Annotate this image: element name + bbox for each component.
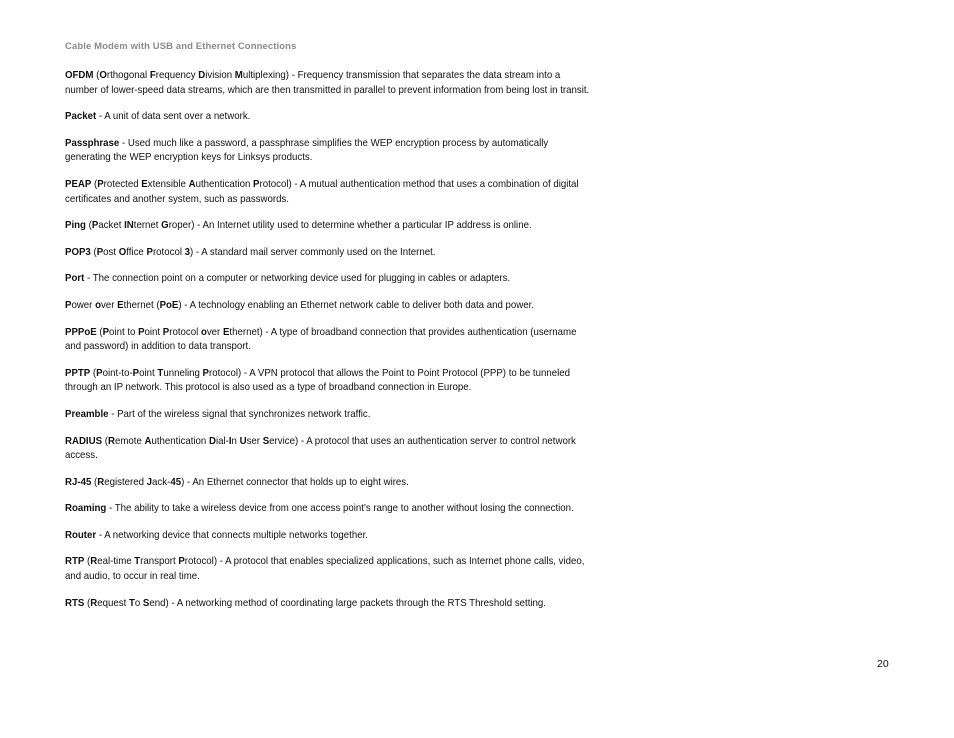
glossary-entry bbox=[65, 476, 590, 491]
definition-text: rotocol bbox=[152, 246, 185, 258]
term-bold-text: RADIUS bbox=[65, 435, 103, 447]
glossary-list bbox=[65, 69, 590, 623]
definition-text: ervice) - A protocol that uses an authentication server to control network access. bbox=[65, 435, 576, 462]
glossary-entry bbox=[65, 367, 590, 396]
term-bold-text: RTP bbox=[65, 556, 85, 568]
definition-text: oint bbox=[139, 367, 158, 379]
definition-text: unneling bbox=[163, 367, 203, 379]
term-bold-text: E bbox=[222, 326, 230, 338]
definition-text: ransport bbox=[140, 556, 179, 568]
term-bold-text: P bbox=[65, 299, 72, 311]
definition-text: oint bbox=[144, 326, 163, 338]
term-bold-text: T bbox=[128, 597, 135, 609]
definition-text: ) - An Ethernet connector that holds up to eight wires. bbox=[181, 476, 409, 488]
glossary-entry bbox=[65, 529, 590, 544]
definition-text: ternet bbox=[133, 220, 162, 232]
definition-text: o bbox=[134, 597, 143, 609]
definition-text: ser bbox=[246, 435, 263, 447]
term-bold-text: P bbox=[132, 367, 140, 379]
term-bold-text: OFDM bbox=[65, 70, 94, 81]
term-bold-text: P bbox=[146, 246, 153, 258]
term-bold-text: E bbox=[141, 178, 148, 190]
term-bold-text: Port bbox=[65, 273, 85, 285]
term-bold-text: P bbox=[96, 246, 104, 258]
page-number: 20 bbox=[877, 658, 889, 670]
definition-text: ( bbox=[90, 246, 97, 258]
term-bold-text: U bbox=[239, 435, 247, 447]
definition-text: rotected bbox=[103, 178, 142, 190]
term-bold-text: I bbox=[228, 435, 232, 447]
term-bold-text: D bbox=[208, 435, 216, 447]
term-bold-text: P bbox=[202, 367, 210, 379]
definition-text: ultiplexing) - Frequency transmission that separates the data stream into a number of lower-speed data streams, which are then transmitted in parallel to prevent information from being lost in transit. bbox=[65, 70, 590, 96]
term-bold-text: O bbox=[99, 70, 107, 81]
term-bold-text: P bbox=[97, 178, 104, 190]
term-bold-text: 45 bbox=[170, 476, 182, 488]
definition-text: - A networking device that connects multiple networks together. bbox=[96, 529, 368, 541]
definition-text: ver bbox=[101, 299, 118, 311]
definition-text: ack- bbox=[152, 476, 171, 488]
term-bold-text: P bbox=[91, 220, 99, 232]
term-bold-text: RTS bbox=[65, 597, 85, 609]
definition-text: - The ability to take a wireless device from one access point's range to another without losing the connection. bbox=[106, 503, 574, 515]
term-bold-text: A bbox=[144, 435, 152, 447]
glossary-entry bbox=[65, 272, 590, 287]
term-bold-text: J bbox=[146, 476, 153, 488]
definition-text: ivision bbox=[205, 70, 235, 81]
definition-text: oint to bbox=[109, 326, 139, 338]
definition-text: requency bbox=[155, 70, 199, 81]
term-bold-text: Roaming bbox=[65, 503, 107, 515]
definition-text: uthentication bbox=[195, 178, 254, 190]
term-bold-text: POP3 bbox=[65, 246, 91, 258]
term-bold-text: T bbox=[134, 556, 141, 568]
definition-text: acket bbox=[98, 220, 125, 232]
term-bold-text: T bbox=[157, 367, 164, 379]
term-bold-text: RJ-45 bbox=[65, 476, 92, 488]
glossary-entry bbox=[65, 326, 590, 355]
term-bold-text: G bbox=[161, 220, 169, 232]
glossary-entry bbox=[65, 137, 590, 166]
term-bold-text: PPPoE bbox=[65, 326, 97, 338]
term-bold-text: R bbox=[97, 476, 105, 488]
term-bold-text: P bbox=[253, 178, 260, 190]
glossary-entry bbox=[65, 597, 590, 612]
definition-text: n bbox=[231, 435, 240, 447]
glossary-entry bbox=[65, 435, 590, 464]
definition-text: ( bbox=[84, 556, 91, 568]
glossary-entry bbox=[65, 299, 590, 314]
term-bold-text: P bbox=[178, 556, 185, 568]
term-bold-text: R bbox=[107, 435, 115, 447]
definition-text: ( bbox=[93, 70, 100, 81]
term-bold-text: Ping bbox=[65, 220, 86, 232]
term-bold-text: E bbox=[117, 299, 124, 311]
term-bold-text: 3 bbox=[184, 246, 191, 258]
definition-text: uthentication bbox=[151, 435, 209, 447]
definition-text: - The connection point on a computer or networking device used for plugging in cables or adapters. bbox=[84, 273, 511, 285]
definition-text: emote bbox=[114, 435, 145, 447]
definition-text: thernet ( bbox=[123, 299, 160, 311]
running-header: Cable Modem with USB and Ethernet Connections bbox=[65, 41, 297, 52]
term-bold-text: P bbox=[96, 367, 103, 379]
definition-text: rotocol bbox=[169, 326, 201, 338]
definition-text: rotocol) - A VPN protocol that allows the Point to Point Protocol (PPP) to be tunneled through an IP network. This protocol is also used as a type of broadband connection in Europe. bbox=[65, 367, 570, 394]
definition-text: eal-time bbox=[97, 556, 135, 568]
definition-text: ( bbox=[90, 367, 97, 379]
glossary-entry bbox=[65, 110, 590, 125]
glossary-entry bbox=[65, 219, 590, 234]
definition-text: roper) - An Internet utility used to determine whether a particular IP address is online. bbox=[168, 220, 532, 232]
definition-text: - A unit of data sent over a network. bbox=[96, 111, 251, 123]
term-bold-text: Packet bbox=[65, 111, 97, 123]
definition-text: ost bbox=[103, 246, 119, 258]
term-bold-text: IN bbox=[124, 220, 134, 232]
glossary-entry bbox=[65, 408, 590, 423]
term-bold-text: A bbox=[188, 178, 196, 190]
definition-text: ffice bbox=[126, 246, 147, 258]
term-bold-text: PoE bbox=[159, 299, 179, 311]
term-bold-text: D bbox=[198, 70, 206, 81]
term-bold-text: Passphrase bbox=[65, 137, 120, 149]
definition-text: ( bbox=[102, 435, 108, 447]
term-bold-text: o bbox=[95, 299, 102, 311]
definition-text: rotocol) - A mutual authentication method that uses a combination of digital certificates and another system, such as passwords. bbox=[65, 178, 579, 205]
definition-text: ( bbox=[84, 597, 91, 609]
definition-text: ) - A standard mail server commonly used on the Internet. bbox=[190, 246, 436, 258]
term-bold-text: Router bbox=[65, 529, 97, 541]
term-bold-text: PPTP bbox=[65, 367, 91, 379]
term-bold-text: F bbox=[149, 70, 156, 81]
term-bold-text: P bbox=[138, 326, 145, 338]
term-bold-text: P bbox=[162, 326, 170, 338]
glossary-entry bbox=[65, 502, 590, 517]
definition-text: ver bbox=[206, 326, 223, 338]
definition-text: ( bbox=[91, 476, 98, 488]
definition-text: ( bbox=[96, 326, 103, 338]
term-bold-text: R bbox=[90, 556, 98, 568]
definition-text: egistered bbox=[104, 476, 147, 488]
term-bold-text: O bbox=[118, 246, 127, 258]
term-bold-text: M bbox=[234, 70, 243, 81]
term-bold-text: S bbox=[142, 597, 150, 609]
glossary-entry bbox=[65, 178, 590, 207]
glossary-entry bbox=[65, 69, 590, 98]
glossary-entry bbox=[65, 555, 590, 584]
term-bold-text: R bbox=[90, 597, 98, 609]
glossary-entry bbox=[65, 246, 590, 261]
term-bold-text: P bbox=[102, 326, 110, 338]
term-bold-text: PEAP bbox=[65, 178, 92, 190]
definition-text: rotocol) - A protocol that enables specialized applications, such as Internet phone calls, video, and audio, to occur in real time. bbox=[65, 556, 585, 583]
definition-text: end) - A networking method of coordinating large packets through the RTS Threshold setting. bbox=[149, 597, 546, 609]
definition-text: equest bbox=[97, 597, 129, 609]
term-bold-text: o bbox=[200, 326, 207, 338]
definition-text: ower bbox=[71, 299, 96, 311]
definition-text: ( bbox=[91, 178, 98, 190]
definition-text: - Used much like a password, a passphrase simplifies the WEP encryption process by automatically generating the WEP encryption keys for Linksys products. bbox=[65, 137, 549, 164]
definition-text: ( bbox=[85, 220, 92, 232]
term-bold-text: Preamble bbox=[65, 408, 109, 420]
definition-text: xtensible bbox=[147, 178, 189, 190]
definition-text: ) - A technology enabling an Ethernet network cable to deliver both data and power. bbox=[178, 299, 535, 311]
definition-text: rthogonal bbox=[106, 70, 150, 81]
definition-text: thernet) - A type of broadband connection that provides authentication (username and password) in addition to data transport. bbox=[65, 326, 577, 353]
definition-text: oint-to- bbox=[102, 367, 133, 379]
definition-text: ial- bbox=[215, 435, 229, 447]
term-bold-text: S bbox=[262, 435, 270, 447]
definition-text: - Part of the wireless signal that synchronizes network traffic. bbox=[108, 408, 371, 420]
